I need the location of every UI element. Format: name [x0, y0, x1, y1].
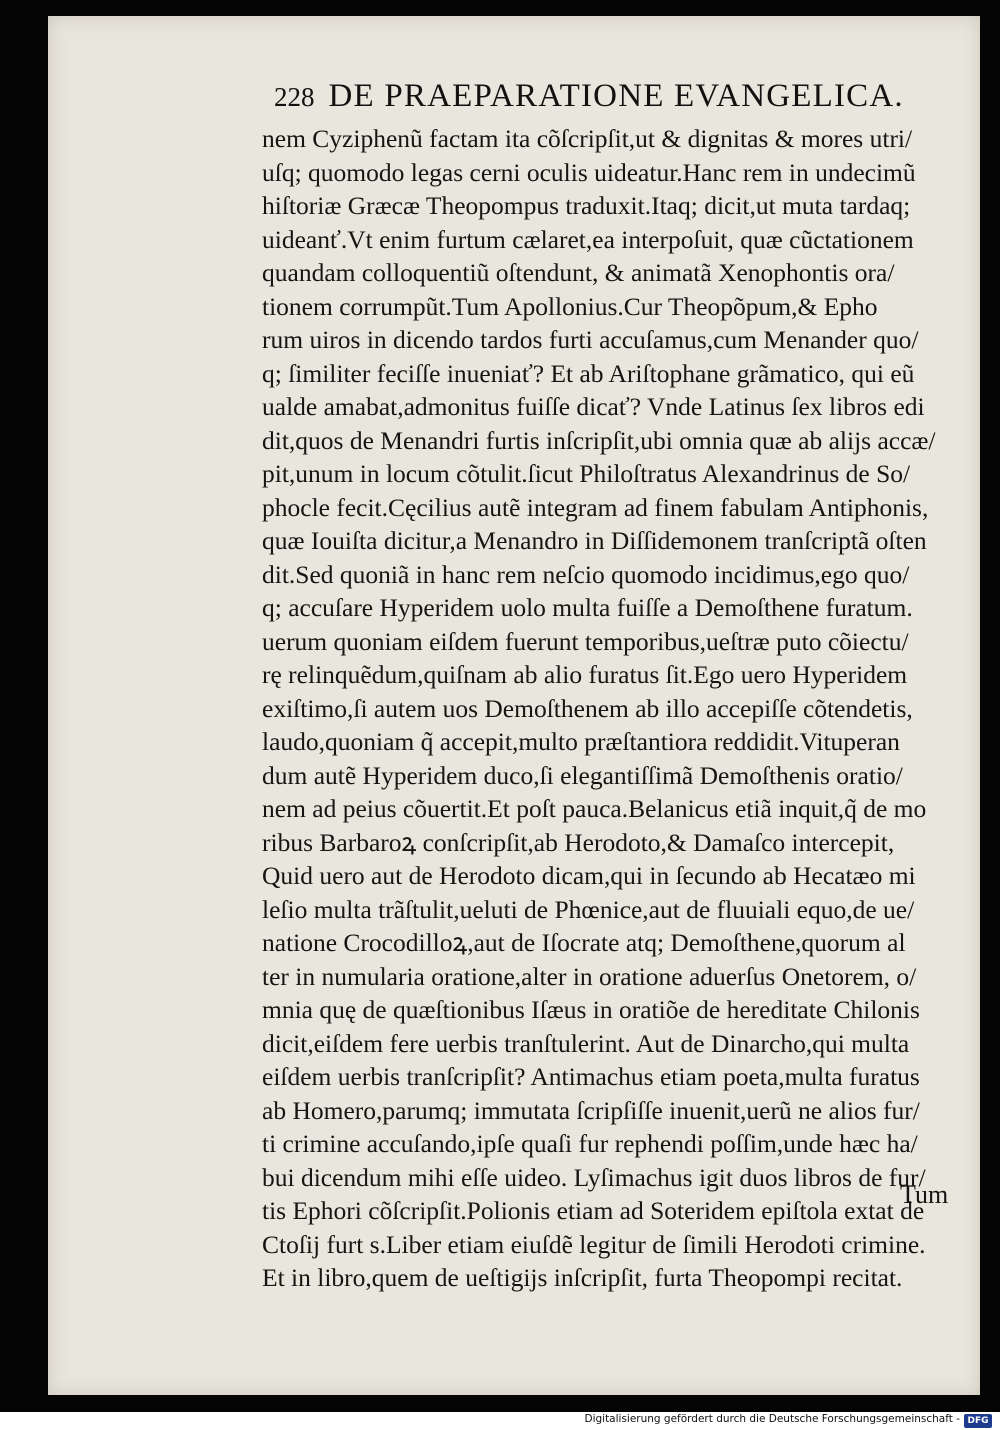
- text-line: nem ad peius cõuertit.Et poſt pauca.Belanicus etiã inquit,q̃ de mo: [262, 794, 927, 823]
- body-text: [262, 122, 974, 1295]
- text-line: phocle fecit.Cęcilius autẽ integram ad finem fabulam Antiphonis,: [262, 492, 929, 522]
- text-line: dum autẽ Hyperidem duco,ſi elegantiſſimã Demoſthenis oratio/: [262, 760, 903, 790]
- text-line: nem Cyziphenũ factam ita cõſcripſit,ut & dignitas & mores utri/: [262, 124, 913, 153]
- text-line: eiſdem uerbis tranſcripſit? Antimachus etiam poeta,multa furatus: [262, 1062, 920, 1091]
- text-line: tionem corrumpũt.Tum Apollonius.Cur Theopõpum,& Epho: [262, 291, 878, 321]
- text-line: pit,unum in locum cõtulit.ſicut Philoſtratus Alexandrinus de So/: [262, 459, 911, 488]
- text-line: hiſtoriæ Græcæ Theopompus traduxit.Itaq; dicit,ut muta tardaq;: [262, 191, 911, 220]
- text-line: ab Homero,parumq; immutata ſcripſiſſe inuenit,uerũ ne alios fur/: [262, 1095, 920, 1125]
- text-line: q; accuſare Hyperidem uolo multa fuiſſe a Demoſthene furatum.: [262, 593, 913, 622]
- text-line: dit.Sed quoniã in hanc rem neſcio quomodo incidimus,ego quo/: [262, 559, 910, 589]
- text-line: Et in libro,quem de ueſtigijs inſcripſit, furta Theopompi recitat.: [262, 1263, 903, 1292]
- text-line: uideanť.Vt enim furtum cælaret,ea interpoſuit, quæ cũctationem: [262, 224, 914, 254]
- text-line: Quid uero aut de Herodoto dicam,qui in ſecundo ab Hecatæo mi: [262, 861, 916, 890]
- page-number: 228: [274, 82, 315, 112]
- text-line: uerum quoniam eiſdem fuerunt temporibus,ueſtræ puto cõiectu/: [262, 626, 909, 656]
- page-title: DE PRAEPARATIONE EVANGELICA.: [328, 78, 904, 114]
- text-line: ti crimine accuſando,ipſe quaſi fur rephendi poſſim,unde hæc ha/: [262, 1129, 918, 1158]
- text-line: dit,quos de Menandri furtis inſcripſit,ubi omnia quæ ab alijs accæ/: [262, 425, 936, 455]
- text-line: natione Crocodilloꝝ,aut de Iſocrate atq; Demoſthene,quorum al: [262, 928, 906, 957]
- text-line: mnia quę de quæſtionibus Iſæus in oratiõe de hereditate Chilonis: [262, 995, 920, 1024]
- text-line: bui dicendum mihi eſſe uideo. Lyſimachus igit duos libros de fur/: [262, 1162, 926, 1192]
- text-line: dicit,eiſdem fere uerbis tranſtulerint. Aut de Dinarcho,qui multa: [262, 1028, 910, 1058]
- text-line: rum uiros in dicendo tardos furti accuſamus,cum Menander quo/: [262, 325, 919, 354]
- text-line: ualde amabat,admonitus fuiſſe dicať? Vnde Latinus ſex libros edi: [262, 392, 925, 421]
- text-line: Ctoſij furt s.Liber etiam eiuſdẽ legitur de ſimili Herodoti crimine.: [262, 1229, 926, 1259]
- text-line: quæ Iouiſta dicitur,a Menandro in Diſſidemonem tranſcriptã oſten: [262, 526, 927, 555]
- text-line: rę relinquẽdum,quiſnam ab alio furatus ſit.Ego uero Hyperidem: [262, 660, 908, 689]
- running-head: [274, 78, 974, 118]
- text-line: q; ſimiliter feciſſe inueniať? Et ab Ariſtophane grãmatico, qui eũ: [262, 358, 915, 388]
- text-line: tis Ephori cõſcripſit.Polionis etiam ad Soteridem epiſtola extat de: [262, 1196, 925, 1225]
- text-line: ribus Barbaroꝝ conſcripſit,ab Herodoto,& Damaſco intercepit,: [262, 827, 895, 857]
- dfg-logo: DFG: [964, 1414, 992, 1428]
- catchword: Tum: [900, 1180, 949, 1209]
- text-line: ter in numularia oratione,alter in oratione aduerſus Onetorem, o/: [262, 961, 917, 991]
- text-line: leſio multa trãſtulit,ueluti de Phœnice,aut de fluuiali equo,de ue/: [262, 894, 915, 924]
- text-line: laudo,quoniam q̃ accepit,multo præſtantiora reddidit.Vituperan: [262, 727, 900, 756]
- funding-credit: Digitalisierung gefördert durch die Deutsche Forschungsgemeinschaft -: [584, 1413, 960, 1425]
- text-line: quandam colloquentiũ oſtendunt, & animatã Xenophontis ora/: [262, 258, 895, 287]
- text-line: exiſtimo,ſi autem uos Demoſthenem ab illo accepiſſe cõtendetis,: [262, 693, 913, 723]
- text-line: uſq; quomodo legas cerni oculis uideatur.Hanc rem in undecimũ: [262, 157, 916, 187]
